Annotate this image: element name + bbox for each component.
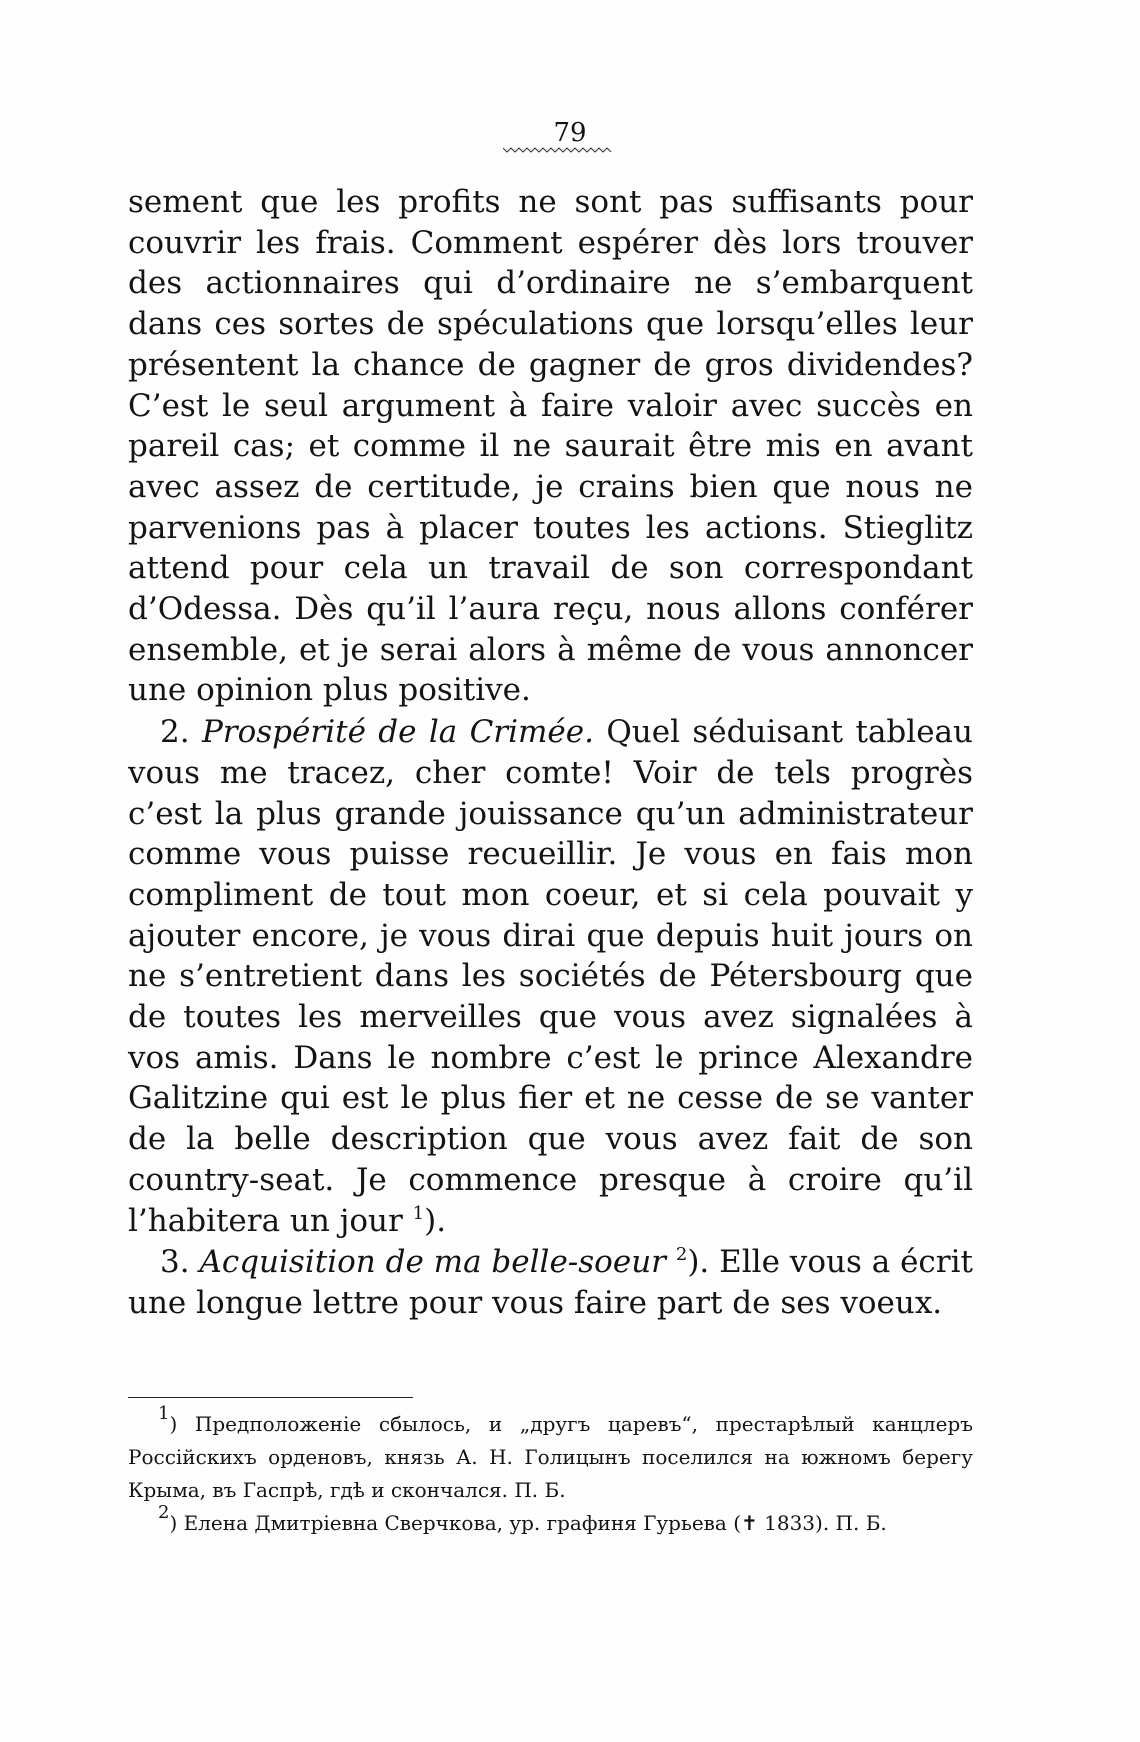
footnote-text: ) Предположеніе сбылось, и „другъ царевъ“, престарѣлый канцлеръ Россійскихъ орденовъ, князь А. Н. Голицынъ поселился на южномъ берегу Крыма, въ Гаспрѣ, гдѣ и скончался. П. Б. [128, 1412, 973, 1502]
footnote-2 [128, 1502, 973, 1540]
page-number: 79 [553, 118, 587, 148]
paragraph-3 [128, 1242, 973, 1323]
footnote-mark: 1 [158, 1403, 170, 1424]
main-text [128, 182, 973, 1324]
page-number-ornament [503, 147, 613, 153]
paragraph-2-text: Quel séduisant tableau vous me tracez, cher comte! Voir de tels progrès c’est la plus grande jouissance qu’un administrateur comme vous puisse recueillir. Je vous en fais mon compliment de tout mon coeur, et si cela pouvait y ajouter encore, je vous dirai que depuis huit jours on ne s’entretient dans les sociétés de Pétersbourg que de toutes les merveilles que vous avez signalées à vos amis. Dans le nombre c’est le prince Alexandre Galitzine qui est le plus fier et ne cesse de se vanter de la belle description que vous avez fait de son country-seat. Je commence presque à croire qu’il l’habitera un jour [128, 714, 973, 1239]
section-heading: Acquisition de ma belle-soeur [199, 1244, 666, 1281]
paragraph-continuation [128, 182, 973, 711]
section-number: 3. [160, 1244, 190, 1281]
footnote-divider [128, 1397, 413, 1398]
paragraph-2-tail: ). [424, 1202, 447, 1239]
footnote-text: ) Елена Дмитріевна Сверчкова, ур. графиня Гурьева (✝ 1833). П. Б. [169, 1511, 887, 1535]
section-heading: Prospérité de la Crimée. [201, 714, 594, 751]
paragraph-2 [128, 712, 973, 1241]
paragraph-3-text: ). Elle vous a écrit une longue lettre pour vous faire part de ses voeux. [128, 1244, 973, 1321]
footnote-mark: 2 [158, 1502, 170, 1523]
paragraph-1-text: sement que les profits ne sont pas suffisants pour couvrir les frais. Comment espérer dès lors trouver des actionnaires qui d’ordinaire ne s’embarquent dans ces sortes de spéculations que lorsqu’elles leur présentent la chance de gagner de gros dividendes? C’est le seul argument à faire valoir avec succès en pareil cas; et comme il ne saurait être mis en avant avec assez de certitude, je crains bien que nous ne parvenions pas à placer toutes les actions. Stieglitz attend pour cela un travail de son correspondant d’Odessa. Dès qu’il l’aura reçu, nous allons conférer ensemble, et je serai alors à même de vous annoncer une opinion plus positive. [128, 184, 973, 709]
section-number: 2. [160, 714, 190, 751]
footnote-1 [128, 1403, 973, 1507]
footnotes [128, 1403, 973, 1540]
footnote-ref-1: 1 [412, 1202, 425, 1224]
footnote-ref-2: 2 [675, 1244, 688, 1266]
